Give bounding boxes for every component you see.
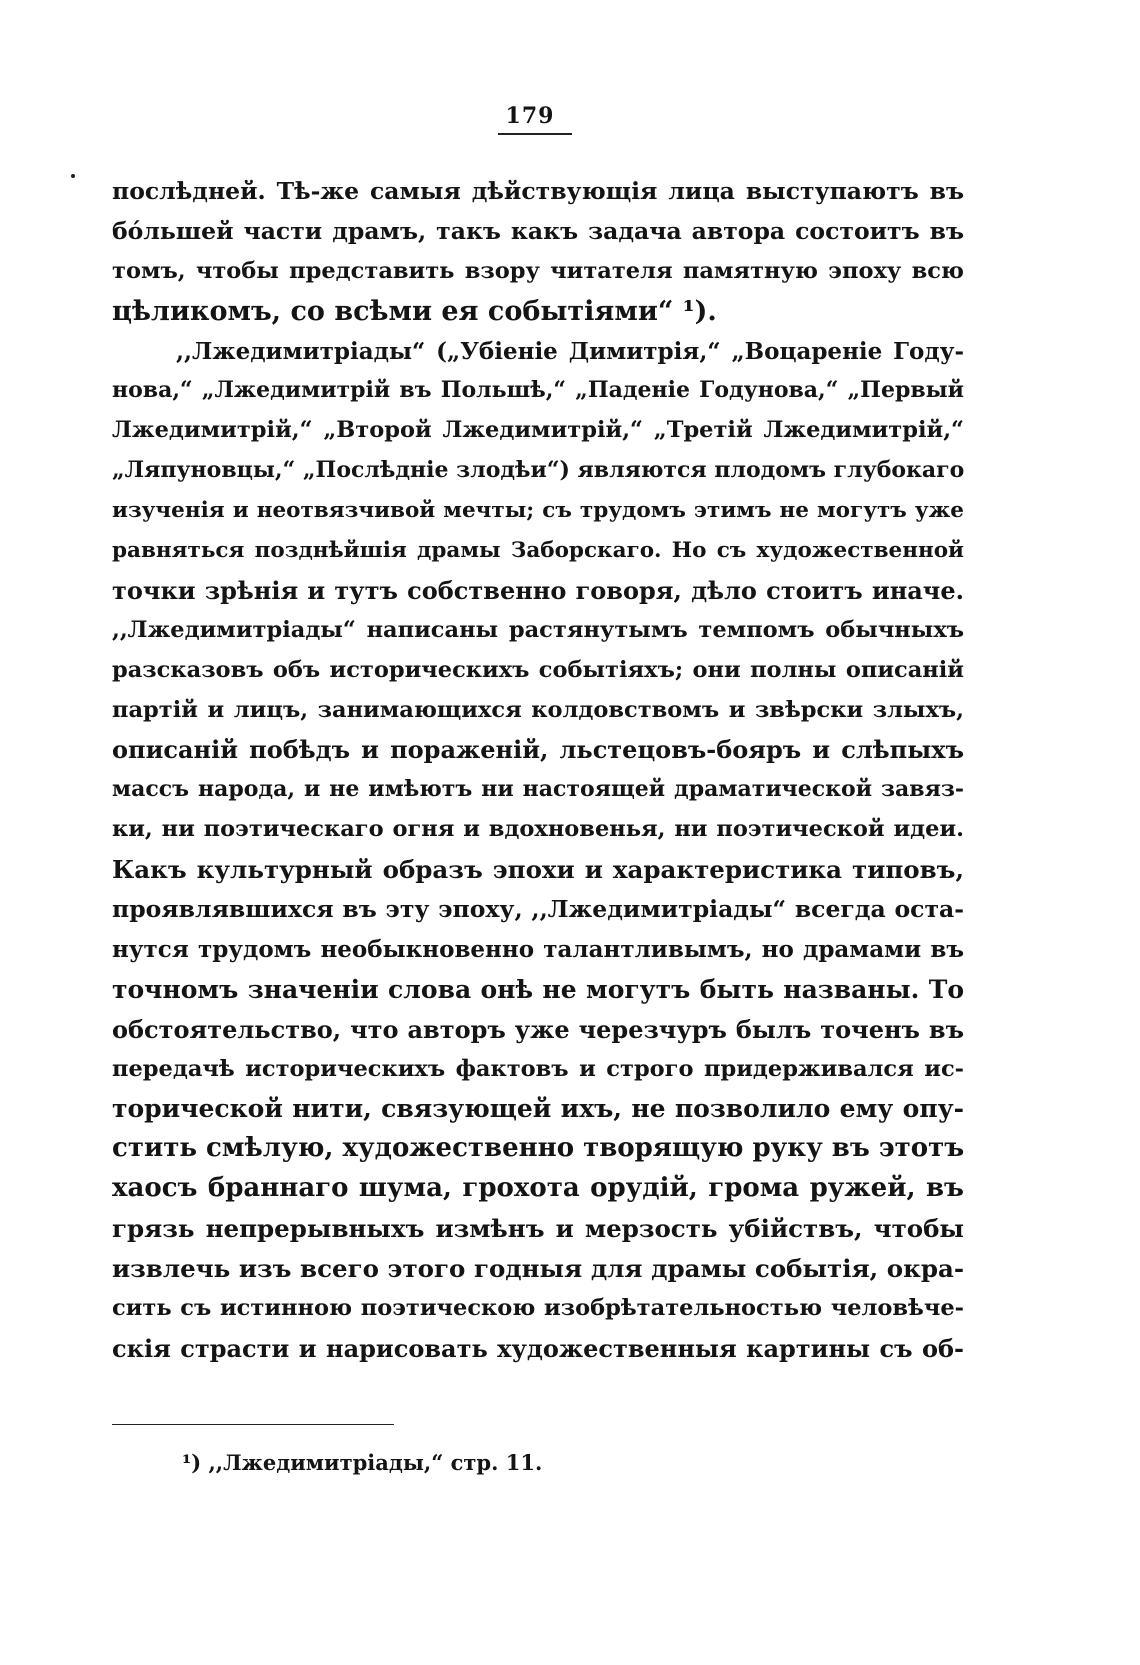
text-line: извлечь изъ всего этого годныя для драмы событія, окра- xyxy=(112,1254,964,1284)
text-line: грязь непрерывныхъ измѣнъ и мерзость убійствъ, чтобы xyxy=(112,1214,964,1244)
text-line: точки зрѣнія и тутъ собственно говоря, дѣло стоитъ иначе. xyxy=(112,575,964,605)
text-line: торической нити, связующей ихъ, не позволило ему опу- xyxy=(112,1094,964,1124)
footnote: ¹) ,,Лжедимитріады,“ стр. 11. xyxy=(182,1450,543,1475)
text-line: партій и лицъ, занимающихся колдовствомъ и звѣрски злыхъ, xyxy=(112,696,964,723)
text-line: „Ляпуновцы,“ „Послѣдніе злодѣи“) являются плодомъ глубокаго xyxy=(112,457,964,484)
text-line: проявлявшихся въ эту эпоху, ,,Лжедимитріады“ всегда оста- xyxy=(112,895,964,924)
footnote-separator xyxy=(112,1424,394,1425)
text-line: равняться позднѣйшія драмы Заборскаго. Но съ художественной xyxy=(112,538,964,564)
text-line: описаній побѣдъ и пораженій, льстецовъ-бояръ и слѣпыхъ xyxy=(112,735,964,765)
text-line: точномъ значеніи слова онѣ не могутъ быть названы. То xyxy=(112,974,964,1004)
text-line: изученія и неотвязчивой мечты; съ трудомъ этимъ не могутъ уже xyxy=(112,498,964,524)
text-line: ,,Лжедимитріады“ („Убіеніе Димитрія,“ „Воцареніе Году- xyxy=(176,337,964,365)
body-text xyxy=(112,172,964,1369)
text-line: цѣликомъ, со всѣми ея событіями“ ¹). xyxy=(112,295,717,327)
text-line: томъ, чтобы представить взору читателя памятную эпоху всю xyxy=(112,257,964,284)
page-number: 179 xyxy=(505,103,555,129)
text-line: нова,“ „Лжедимитрій въ Польшѣ,“ „Паденіе Годунова,“ „Первый xyxy=(112,377,964,404)
text-line: передачѣ историческихъ фактовъ и строго придерживался ис- xyxy=(112,1055,964,1082)
page-number-underline xyxy=(498,133,572,135)
text-line: обстоятельство, что авторъ уже черезчуръ былъ точенъ въ xyxy=(112,1014,964,1044)
text-line: нутся трудомъ необыкновенно талантливымъ, но драмами въ xyxy=(112,935,964,963)
text-line: ,,Лжедимитріады“ написаны растянутымъ темпомъ обычныхъ xyxy=(112,616,964,643)
text-line: Лжедимитрій,“ „Второй Лжедимитрій,“ „Третій Лжедимитрій,“ xyxy=(112,417,964,444)
text-line: бóльшей части драмъ, такъ какъ задача автора состоитъ въ xyxy=(112,216,964,245)
text-line: ки, ни поэтическаго огня и вдохновенья, ни поэтической идеи. xyxy=(112,816,964,843)
text-line: послѣдней. Тѣ-же самыя дѣйствующія лица выступаютъ въ xyxy=(112,177,964,205)
text-line: разсказовъ объ историческихъ событіяхъ; они полны описаній xyxy=(112,656,964,683)
text-line: скія страсти и нарисовать художественныя картины съ об- xyxy=(112,1333,964,1363)
text-line: сить съ истинною поэтическою изобрѣтательностью человѣче- xyxy=(112,1294,964,1321)
text-line: стить смѣлую, художественно творящую руку въ этотъ xyxy=(112,1133,964,1164)
text-line: массъ народа, и не имѣютъ ни настоящей драматической завяз- xyxy=(112,776,964,803)
text-line: хаосъ браннаго шума, грохота орудій, грома ружей, въ xyxy=(112,1173,964,1204)
print-speck xyxy=(71,174,75,178)
text-line: Какъ культурный образъ эпохи и характеристика типовъ, xyxy=(112,855,964,885)
